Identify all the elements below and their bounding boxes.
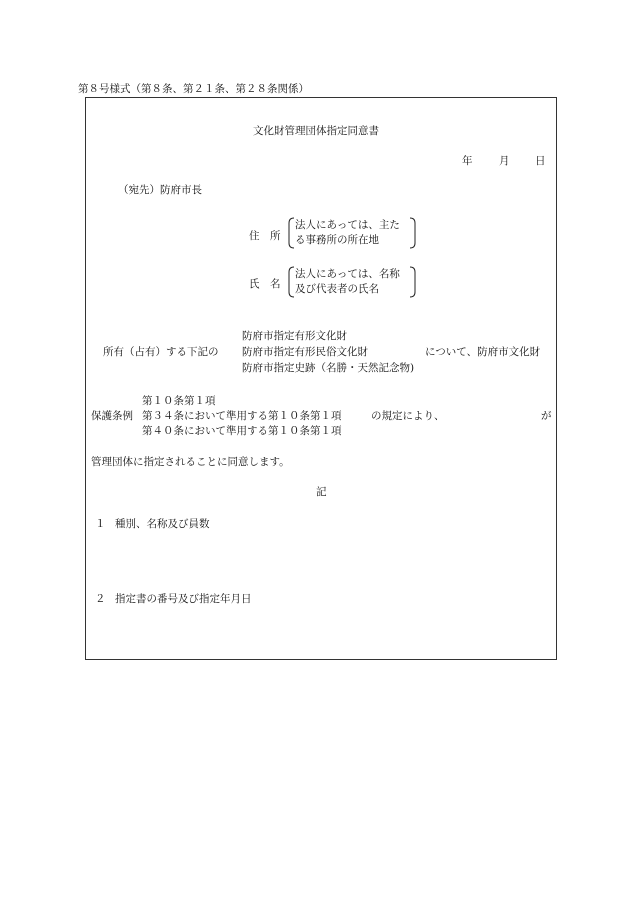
item-number: １ [95,518,106,530]
item-label: 種別、名称及び員数 [115,518,210,530]
consent-statement: 管理団体に指定されることに同意します。 [91,456,290,468]
name-note-line1: 法人にあっては、名称 [295,268,400,280]
ki-heading: 記 [316,486,327,498]
name-note-line2: 及び代表者の氏名 [295,283,379,295]
name-label: 氏 名 [249,278,281,290]
date-day: 日 [535,155,546,167]
date-year: 年 [462,155,473,167]
clause-suffix: の規定により、 [371,410,445,422]
clause-3: 第４０条において準用する第１０条第１項 [142,425,342,437]
particle-ga: が [541,410,552,422]
category-2: 防府市指定有形民俗文化財 [242,346,368,358]
body-lead: 所有（占有）する下記の [103,346,219,358]
category-3: 防府市指定史跡（名勝・天然記念物) [242,362,415,374]
addressee: （宛先）防府市長 [118,184,202,196]
category-1: 防府市指定有形文化財 [242,330,347,342]
clause-prefix: 保護条例 [91,410,133,422]
body-trail: について、防府市文化財 [425,346,541,358]
item-number: ２ [95,593,106,605]
address-label: 住 所 [249,230,281,242]
clause-1: 第１０条第１項 [142,395,216,407]
address-note-line1: 法人にあっては、主た [295,219,400,231]
address-note-line2: る事務所の所在地 [295,234,379,246]
form-frame [85,97,557,660]
form-number: 第８号様式（第８条、第２１条、第２８条関係） [78,83,309,95]
clause-2: 第３４条において準用する第１０条第１項 [142,410,342,422]
right-bracket-icon [408,217,418,249]
document-title: 文化財管理団体指定同意書 [253,125,379,137]
item-label: 指定書の番号及び指定年月日 [115,593,252,605]
right-bracket-icon [408,266,418,298]
date-month: 月 [499,155,510,167]
